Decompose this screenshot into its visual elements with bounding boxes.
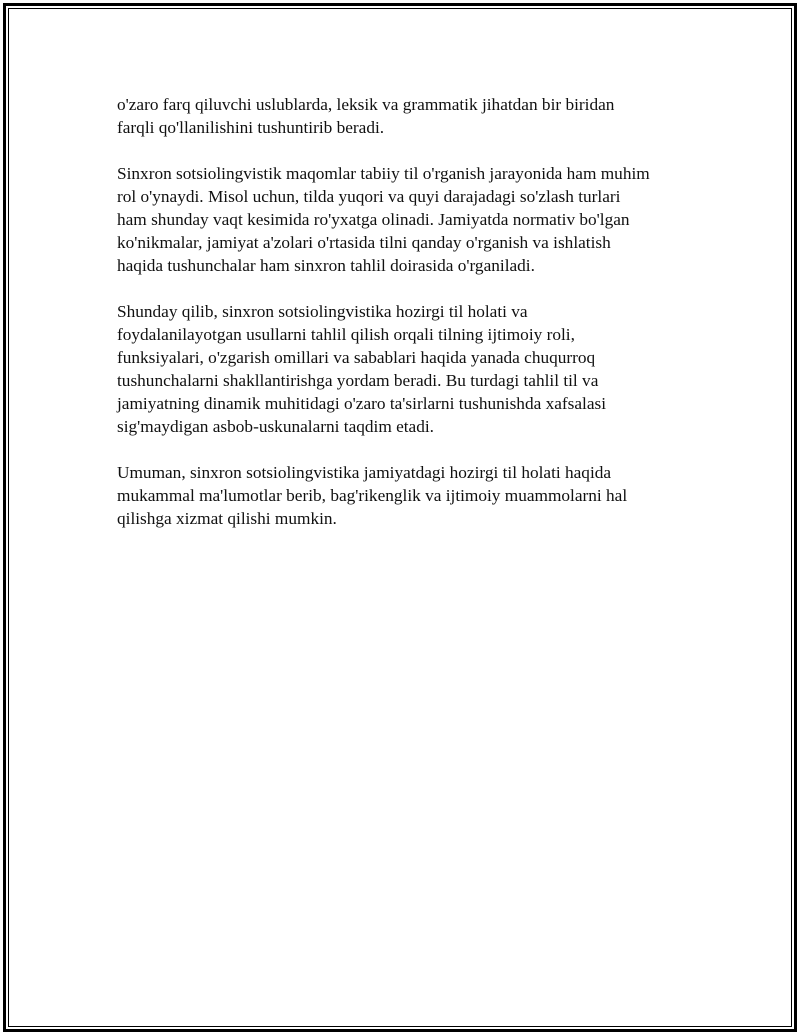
paragraph-1: o'zaro farq qiluvchi uslublarda, leksik va grammatik jihatdan bir biridan farqli qo'llanilishini tushuntirib beradi. [117,95,615,137]
paragraph-4: Umuman, sinxron sotsiolingvistika jamiyatdagi hozirgi til holati haqida mukammal ma'lumotlar berib, bag'rikenglik va ijtimoiy muammolarni hal qilishga xizmat qilishi mumkin. [117,463,628,528]
paragraph-2: Sinxron sotsiolingvistik maqomlar tabiiy til o'rganish jarayonida ham muhim rol o'ynaydi. Misol uchun, tilda yuqori va quyi darajadagi so'zlash turlari ham shunday vaqt kesimida ro'yxatga olinadi. Jamiyatda normativ bo'lgan ko'nikmalar, jamiyat a'zolari o'rtasida tilni qanday o'rganish va ishlatish haqida tushunchalar ham sinxron tahlil doirasida o'rganiladi. [117,164,650,275]
paragraph-3: Shunday qilib, sinxron sotsiolingvistika hozirgi til holati va foydalanilayotgan usullarni tahlil qilish orqali tilning ijtimoiy roli, funksiyalari, o'zgarish omillari va sabablari haqida yanada chuqurroq tushunchalarni shakllantirishga yordam beradi. Bu turdagi tahlil til va jamiyatning dinamik muhitidagi o'zaro ta'sirlarni tushunishda xafsalasi sig'maydigan asbob-uskunalarni taqdim etadi. [117,302,607,436]
document-body [117,93,692,553]
